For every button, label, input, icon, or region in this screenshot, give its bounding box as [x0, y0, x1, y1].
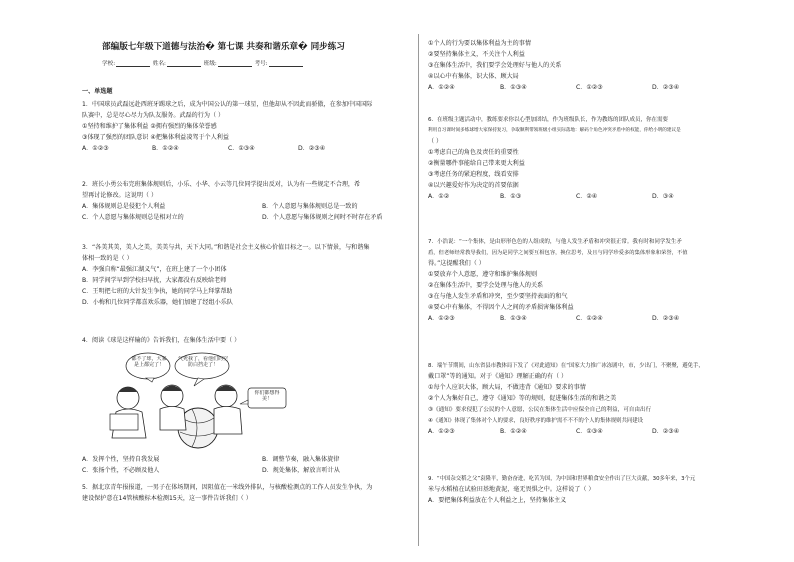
- q1-choice-c[interactable]: C．①③④: [228, 145, 255, 152]
- q7-choice-d[interactable]: D．②③④: [652, 315, 680, 322]
- q1-choice-b[interactable]: B．①②④: [152, 145, 179, 152]
- q7-opt-2: ②在集体生活中，要学会处理与他人的关系: [428, 282, 544, 289]
- q6-choice-b[interactable]: B．①③: [500, 193, 522, 200]
- q6-choices: [428, 193, 722, 204]
- q8-choice-d[interactable]: D．②③④: [652, 428, 680, 435]
- q7-opt-4: ④要心中有集体，不得因个人之间的矛盾损害集体利益: [428, 304, 574, 311]
- q1-line-2: 队赛中，总是尽心尽力为队友服务。武磊的行为（ ）: [82, 112, 225, 119]
- q5-options: [428, 40, 722, 95]
- cartoon-svg: [102, 352, 292, 452]
- q1-opt-1: ①坚持和维护了集体利益 ②拥有强烈的集体荣誉感: [82, 123, 217, 130]
- q3-choice-b[interactable]: B．同学间学早到学校扫早扰，大家都没有反映给老师: [82, 277, 227, 284]
- q3-choice-d[interactable]: D．小梅和几位同学都喜欢乐器，她们加建了经组小乐队: [82, 299, 233, 306]
- q8-opt-1: ①每个人应识大体，顾大局，不做违背《通知》要求的事情: [428, 384, 586, 391]
- q7-line-3: 得。”这提醒我们（ ）: [428, 260, 485, 267]
- q4-choices-cd: [82, 467, 432, 478]
- info-id: 考号:: [254, 61, 268, 67]
- q8-opt-4: ④《通知》体现了集体对个人的要求，良好秩序的维护需不不不的个人的集体规则共同建设: [428, 418, 644, 424]
- q5-opt-3: ③在集体生活中，我们要学会处理好与他人的关系: [428, 62, 562, 69]
- section-heading: 一、单选题: [82, 88, 113, 95]
- q6-choice-d[interactable]: D．③④: [652, 193, 674, 200]
- q2-choices-cd: [82, 214, 432, 225]
- question-9: [428, 475, 695, 508]
- q6-opt-2: ②衡量哪件事能给自己带来更大利益: [428, 160, 525, 167]
- class-blank[interactable]: [218, 60, 252, 67]
- q1-choices: [82, 145, 372, 156]
- q5-line-1: 5．据北京青年报报道，一男子在体场期间，因阻值在一米线外排队，与核酸检测点的工作人员发生争执，为: [82, 484, 373, 491]
- q1-choice-a[interactable]: A．①②③: [82, 145, 109, 152]
- q6-opt-3: ③考虑任务的紧迫程度，线看安排: [428, 171, 519, 178]
- q8-opt-3: ③《通知》要求侵犯了公民的个人意愿，公民在集体生活中应保全自己的利益，可自由出行: [428, 407, 652, 413]
- q5-opt-2: ②要坚持集体主义，不关注个人利益: [428, 51, 525, 58]
- q4-choice-a[interactable]: A．发挥个性，坚持自我发展: [82, 456, 160, 463]
- name-blank[interactable]: [167, 60, 201, 67]
- q2-choice-d[interactable]: D．个人意愿与集体规则之间时不时存在矛盾: [262, 214, 383, 221]
- q9-choice-a[interactable]: A．要把集体利益放在个人利益之上，坚持集体主义: [428, 497, 567, 504]
- q2-line-1: 2．班长小勇公布完班集体规则后，小乐、小华、小云等几位同学提出反对，认为有一些规定不合理，希: [82, 181, 361, 188]
- bubble-middle-text: 气死我了，看他们的空防白挡走了！: [178, 356, 228, 368]
- question-2: [82, 181, 432, 225]
- q4-choice-d[interactable]: D．规处集体，解放言听计从: [262, 467, 340, 474]
- q1-choice-d[interactable]: D．②③④: [298, 145, 326, 152]
- q7-line-1: 7．小浩说：“一个集体，是由形形色色的人组成的，与他人发生矛盾和冲突很正常。我有时和同学发生矛: [428, 239, 682, 245]
- cartoon-illustration: [102, 352, 292, 452]
- q8-opt-2: ②个人为集好自己，遵守《通知》等的规则，促进集体生活的和谐之美: [428, 395, 617, 402]
- q7-choice-a[interactable]: A．①②③: [428, 315, 455, 322]
- q4-choices-ab: [82, 456, 432, 467]
- info-school: 学校:: [102, 61, 116, 67]
- q8-choice-b[interactable]: B．①②④: [500, 428, 527, 435]
- question-6: [428, 116, 722, 204]
- question-8: [428, 362, 722, 439]
- q5-line-2: 建设保护意在14管核酸标本检测15天，这一事件告诉我们（ ）: [82, 495, 252, 502]
- q2-choices-ab: [82, 203, 432, 214]
- question-4: [82, 337, 240, 348]
- q4-line: 4．阅读《球是这样输的》告诉我们，在集体生活中要（ ）: [82, 337, 241, 344]
- q5-choice-c[interactable]: C．①②③: [576, 84, 603, 91]
- q3-choice-c[interactable]: C．王明把七班的大针发生争执，她的同学马上拜掌帮助: [82, 288, 233, 295]
- q3-choice-a[interactable]: A．李强自称“最强江湖义气”，在班上建了一个小团体: [82, 266, 227, 273]
- q2-line-2: 望再讨论修改。这说明（ ）: [82, 192, 158, 199]
- q8-choices: [428, 428, 722, 439]
- school-blank[interactable]: [116, 60, 150, 67]
- q2-choice-b[interactable]: B．个人意愿与集体规则总是一致的: [262, 203, 358, 210]
- q9-line-2: 米与水稻植在试验田基地黄泥，毫无畏惧之中。这样说了（ ）: [428, 486, 595, 493]
- question-7: [428, 238, 722, 326]
- question-1: [82, 101, 372, 156]
- q7-choice-c[interactable]: C．①②④: [576, 315, 603, 322]
- q8-line-1: 8．端午节期间，山东省县市教体局下发了《对此通知》在“国家大力推广冰冻剧中，市，少出门，不聚聚，避免手，: [428, 363, 704, 369]
- info-class: 班级:: [203, 61, 217, 67]
- question-4-choices: [82, 456, 432, 478]
- q6-opt-1: ①考虑自己的角色及责任的重要性: [428, 149, 519, 156]
- q5-choice-a[interactable]: A．①②④: [428, 84, 455, 91]
- q6-line-2: 利用自习课时间多练球增大家保持复习，争取顺利带领班级小组实际落地：解码个角色冲突矛盾中的权能，你给小明的建议是: [428, 128, 681, 133]
- q3-line-2: 体相一致的是（ ）: [82, 255, 133, 262]
- q7-opt-3: ③在与他人发生矛盾和冲突，至少要坚持表面的和气: [428, 293, 568, 300]
- q8-line-2: 戴口罩”等的通知。对于《通知》理解正确的有（ ）: [428, 373, 568, 380]
- q5-choice-b[interactable]: B．①③④: [500, 84, 527, 91]
- q7-opt-1: ①要放弃个人意愿，遵守和维护集体规则: [428, 271, 538, 278]
- info-name: 姓名:: [152, 61, 166, 67]
- page-title: 部编版七年级下道德与法治� 第七课 共奏和谐乐章� 同步练习: [102, 42, 345, 52]
- q6-choice-a[interactable]: A．①②: [428, 193, 450, 200]
- q8-choice-c[interactable]: C．①③④: [576, 428, 603, 435]
- q6-line-3: （ ）: [428, 138, 443, 145]
- q5-opt-4: ④以心中有集体，识大体、顾大局: [428, 73, 519, 80]
- q2-choice-a[interactable]: A．集体规则总是侵犯个人利益: [82, 203, 166, 210]
- sign-board-icon: [110, 414, 138, 430]
- bubble-right-text: 你们都想得美！: [254, 390, 280, 402]
- q5-choice-d[interactable]: D．②③④: [652, 84, 680, 91]
- q6-line-1: 6．在班级主题活动中，教练要求你以心型加团结，作为班级队长，作为教练的团队成员，你在需要: [428, 117, 669, 123]
- q5-opt-1: ①个人的行为要以集体利益为主的事情: [428, 40, 531, 47]
- q7-line-2: 盾，但老师经常教导我们，因为是同学之间要互相包容，换位思考，及且与同学珍爱多的集体形象和荣誉，不值: [428, 250, 688, 256]
- q9-line-1: 9．“中国杂交稻之父”袁隆平，勤奋奋进，吃苦为国，为中国和世界粮食安全作出了巨大贡献，30多年来，3个元: [428, 476, 696, 482]
- q1-opt-2: ③体现了强烈的团队意识 ④把集体利益凌驾于个人利益: [82, 134, 229, 141]
- q1-line-1: 1．中国球员武磊远赴西班牙踢球之后，成为中国公认的第一球星，但他却从不因此而骄傲，在参加中国国际: [82, 101, 373, 108]
- bubble-left-text: 都不了球，大家是上都完了！: [131, 356, 167, 368]
- q6-opt-4: ④以兴趣爱好作为决定的首要依据: [428, 182, 519, 189]
- q5-choices: [428, 84, 722, 95]
- q4-choice-b[interactable]: B．调整节奏，融入集体旋律: [262, 456, 340, 463]
- q7-choice-b[interactable]: B．①③④: [500, 315, 527, 322]
- id-blank[interactable]: [269, 60, 303, 67]
- q2-choice-c[interactable]: C．个人意愿与集体规则总是相对立的: [82, 214, 184, 221]
- question-3: [82, 244, 369, 310]
- q8-choice-a[interactable]: A．①②③: [428, 428, 455, 435]
- q7-choices: [428, 315, 722, 326]
- q4-choice-c[interactable]: C．张扬个性，不必顾及他人: [82, 467, 160, 474]
- q3-line-1: 3．“各美其美，美人之美，美美与共，天下大同。”和谐是社会主义核心价值目标之一。以下情景，与和谐集: [82, 244, 370, 251]
- question-5: [82, 484, 372, 506]
- q6-choice-c[interactable]: C．②④: [576, 193, 598, 200]
- student-info: [102, 59, 402, 67]
